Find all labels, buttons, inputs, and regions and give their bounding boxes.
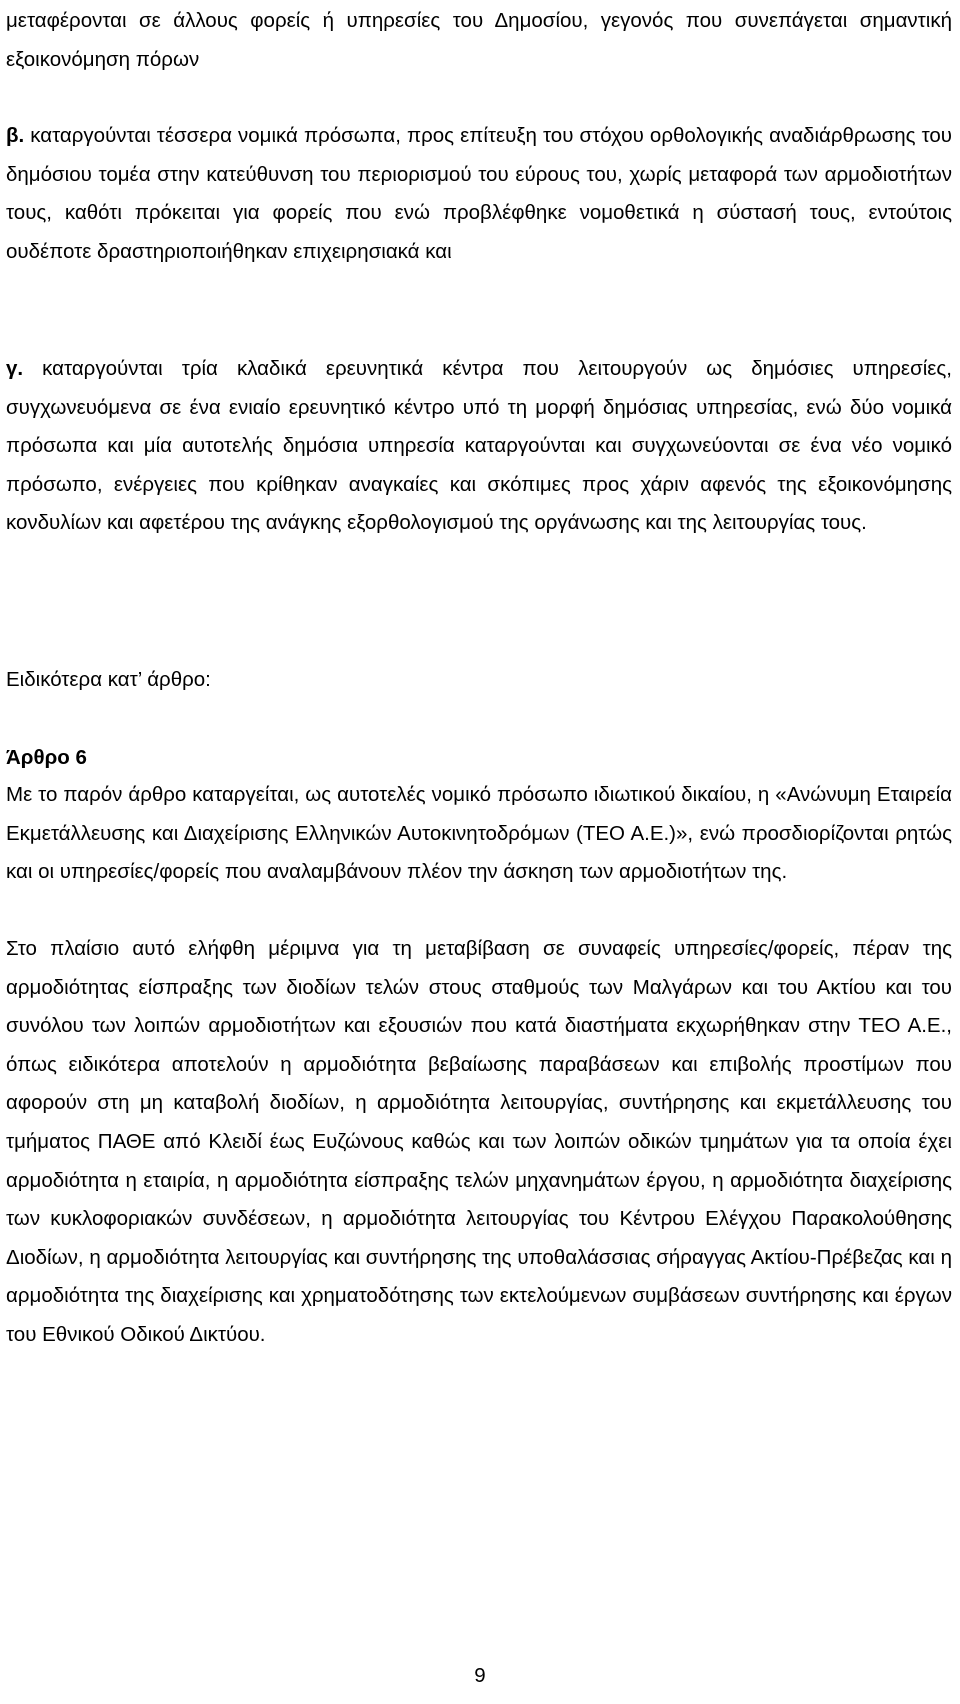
list-item-b-marker: β. bbox=[6, 124, 25, 147]
continuation-paragraph: μεταφέρονται σε άλλους φορείς ή υπηρεσίες του Δημοσίου, γεγονός που συνεπάγεται σημαντική εξοικονόμηση πόρων bbox=[6, 9, 952, 71]
list-item-b bbox=[6, 117, 952, 271]
intro-per-article: Ειδικότερα κατ’ άρθρο: bbox=[6, 668, 211, 691]
page-number: 9 bbox=[474, 1664, 486, 1687]
article-paragraph-1: Με το παρόν άρθρο καταργείται, ως αυτοτελές νομικό πρόσωπο ιδιωτικού δικαίου, η «Ανώνυμη Εταιρεία Εκμετάλλευσης και Διαχείρισης Ελληνικών Αυτοκινητοδρόμων (ΤΕΟ Α.Ε.)», ενώ προσδιορίζονται ρητώς και οι υπηρεσίες/φορείς που αναλαμβάνουν πλέον την άσκηση των αρμοδιοτήτων της. bbox=[6, 783, 952, 884]
list-item-c-marker: γ. bbox=[6, 357, 24, 380]
list-item-c bbox=[6, 350, 952, 543]
article-heading: Άρθρο 6 bbox=[6, 746, 87, 769]
list-item-b-text: καταργούνται τέσσερα νομικά πρόσωπα, προς επίτευξη του στόχου ορθολογικής αναδιάρθρωσης του δημόσιου τομέα στην κατεύθυνση του περιορισμού του εύρους του, χωρίς μεταφορά των αρμοδιοτήτων τους, καθότι πρόκειται για φορείς που ενώ προβλέφθηκε νομοθετικά η σύστασή τους, εντούτοις ουδέποτε δραστηριοποιήθηκαν επιχειρησιακά και bbox=[6, 124, 952, 263]
article-paragraph-2: Στο πλαίσιο αυτό ελήφθη μέριμνα για τη μεταβίβαση σε συναφείς υπηρεσίες/φορείς, πέραν της αρμοδιότητας είσπραξης των διοδίων τελών στους σταθμούς των Μαλγάρων και του Ακτίου και του συνόλου των λοιπών αρμοδιοτήτων και εξουσιών που κατά διαστήματα εκχωρήθηκαν στην ΤΕΟ Α.Ε., όπως ειδικότερα αποτελούν η αρμοδιότητα βεβαίωσης παραβάσεων και επιβολής προστίμων που αφορούν στη μη καταβολή διοδίων, η αρμοδιότητα λειτουργίας, συντήρησης και εκμετάλλευσης του τμήματος ΠΑΘΕ από Κλειδί έως Ευζώνους καθώς και των λοιπών οδικών τμημάτων για τα οποία έχει αρμοδιότητα η εταιρία, η αρμοδιότητα είσπραξης τελών μηχανημάτων έργου, η αρμοδιότητα διαχείρισης των κυκλοφοριακών συνδέσεων, η αρμοδιότητα λειτουργίας του Κέντρου Ελέγχου Παρακολούθησης Διοδίων, η αρμοδιότητα λειτουργίας και συντήρησης της υποθαλάσσιας σήραγγας Ακτίου-Πρέβεζας και η αρμοδιότητα της διαχείρισης και χρηματοδότησης των εκτελούμενων συμβάσεων συντήρησης και έργων του Εθνικού Οδικού Δικτύου. bbox=[6, 937, 952, 1346]
list-item-c-text: καταργούνται τρία κλαδικά ερευνητικά κέντρα που λειτουργούν ως δημόσιες υπηρεσίες, συγχωνευόμενα σε ένα ενιαίο ερευνητικό κέντρο υπό τη μορφή δημόσιας υπηρεσίας, ενώ δύο νομικά πρόσωπα και μία αυτοτελής δημόσια υπηρεσία καταργούνται και συγχωνεύονται σε ένα νέο νομικό πρόσωπο, ενέργειες που κρίθηκαν αναγκαίες και σκόπιμες προς χάριν αφενός της εξοικονόμησης κονδυλίων και αφετέρου της ανάγκης εξορθολογισμού της οργάνωσης και της λειτουργίας τους. bbox=[6, 357, 952, 535]
